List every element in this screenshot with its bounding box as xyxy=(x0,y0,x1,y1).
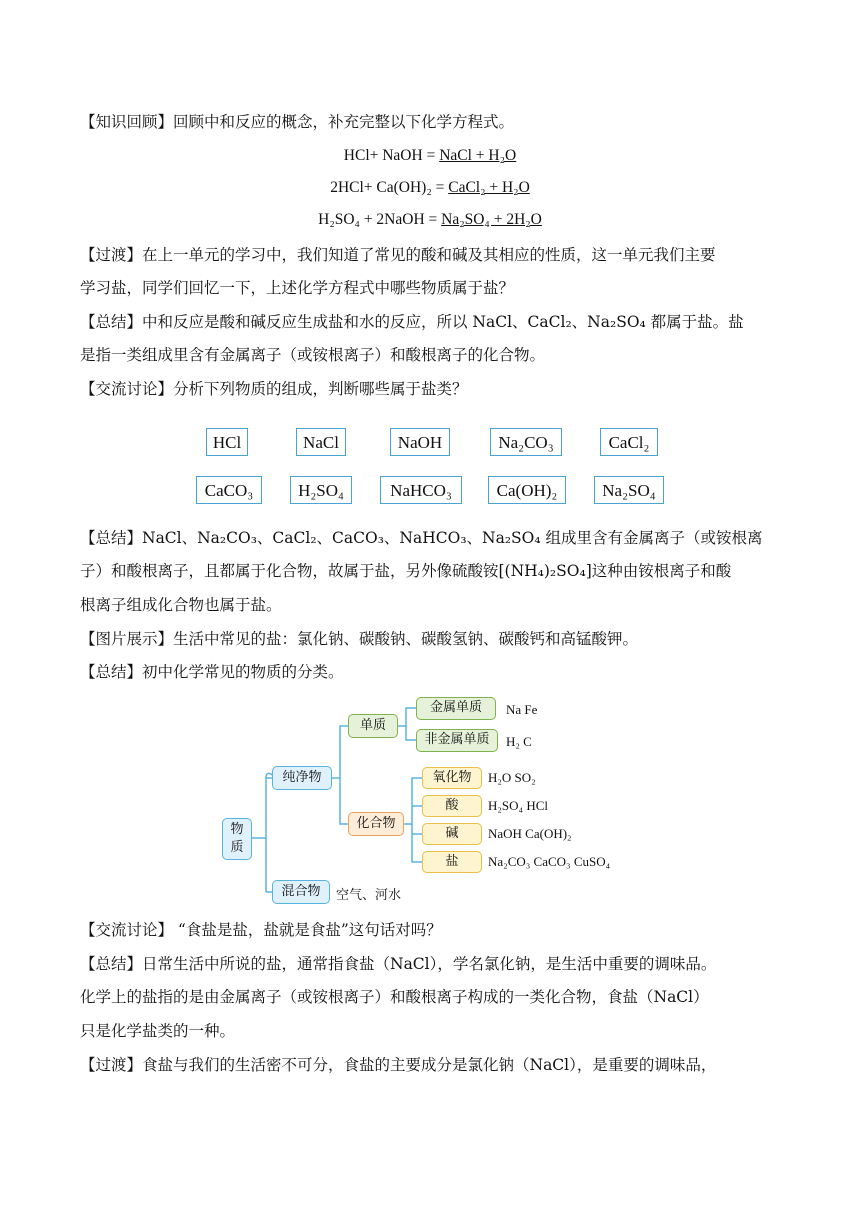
node-compound: 化合物 xyxy=(348,812,404,836)
paragraph-summary-2-line2: 子）和酸根离子，且都属于化合物，故属于盐，另外像硫酸铵[(NH₄)₂SO₄]这种由铵根离子和酸 xyxy=(80,562,732,580)
node-base: 碱 xyxy=(422,823,482,845)
node-label: 物 xyxy=(230,822,244,837)
formula-box: Na₂CO₃ xyxy=(490,428,562,456)
node-salt: 盐 xyxy=(422,851,482,873)
formula-box: NaOH xyxy=(390,428,450,456)
base-examples: NaOH Ca(OH)₂ xyxy=(488,826,572,841)
paragraph-text: 回顾中和反应的概念，补充完整以下化学方程式。 xyxy=(173,113,515,131)
equation-answer: Na₂SO₄ + 2H₂O xyxy=(441,211,542,228)
node-element: 单质 xyxy=(348,714,398,738)
oxide-examples: H₂O SO₂ xyxy=(488,770,536,785)
formula-box: NaHCO₃ xyxy=(380,476,462,504)
paragraph-picture-show: 【图片展示】生活中常见的盐：氯化钠、碳酸钠、碳酸氢钠、碳酸钙和高锰酸钾。 xyxy=(80,630,639,648)
node-mixture: 混合物 xyxy=(272,880,330,904)
paragraph-transition-1-line2: 学习盐，同学们回忆一下，上述化学方程式中哪些物质属于盐？ xyxy=(80,279,515,297)
paragraph-transition-1-line1: 【过渡】在上一单元的学习中，我们知道了常见的酸和碱及其相应的性质，这一单元我们主要 xyxy=(80,246,716,264)
formula-box: HCl xyxy=(206,428,248,456)
acid-examples: H₂SO₄ HCl xyxy=(488,798,548,813)
mixture-examples: 空气、河水 xyxy=(336,888,402,903)
formula-box: NaCl xyxy=(296,428,346,456)
formula-box: CaCl₂ xyxy=(600,428,658,456)
equation-answer: NaCl + H₂O xyxy=(439,147,517,164)
paragraph-discussion-1: 【交流讨论】分析下列物质的组成，判断哪些属于盐类？ xyxy=(80,380,468,398)
paragraph-summary-4-line3: 只是化学盐类的一种。 xyxy=(80,1022,236,1040)
node-label: 质 xyxy=(230,840,244,855)
equation-left: H₂SO₄ + 2NaOH = xyxy=(318,211,442,228)
nonmetal-examples: H₂ C xyxy=(506,734,532,749)
paragraph-transition-2: 【过渡】食盐与我们的生活密不可分，食盐的主要成分是氯化钠（NaCl），是重要的调味品， xyxy=(80,1056,717,1074)
paragraph-summary-1-line1: 【总结】中和反应是酸和碱反应生成盐和水的反应，所以 NaCl、CaCl₂、Na₂SO₄ 都属于盐。盐 xyxy=(80,313,744,331)
salt-examples: Na₂CO₃ CaCO₃ CuSO₄ xyxy=(488,854,611,869)
formula-box: Ca(OH)₂ xyxy=(488,476,566,504)
node-pure-substance: 纯净物 xyxy=(272,766,332,790)
node-oxide: 氧化物 xyxy=(422,767,482,789)
paragraph-summary-2-line1: 【总结】NaCl、Na₂CO₃、CaCl₂、CaCO₃、NaHCO₃、Na₂SO₄ 组成里含有金属离子（或铵根离 xyxy=(80,529,763,547)
equation-answer: CaCl₂ + H₂O xyxy=(448,179,530,196)
paragraph-summary-1-line2: 是指一类组成里含有金属离子（或铵根离子）和酸根离子的化合物。 xyxy=(80,346,546,364)
formula-box: H₂SO₄ xyxy=(290,476,352,504)
paragraph-summary-2-line3: 根离子组成化合物也属于盐。 xyxy=(80,596,282,614)
tag-label: 【知识回顾】 xyxy=(80,113,174,131)
formula-box: Na₂SO₄ xyxy=(594,476,664,504)
metal-examples: Na Fe xyxy=(506,702,538,717)
formula-box: CaCO₃ xyxy=(196,476,262,504)
paragraph-summary-3: 【总结】初中化学常见的物质的分类。 xyxy=(80,663,344,681)
node-matter xyxy=(222,818,252,860)
paragraph-discussion-2: 【交流讨论】 “食盐是盐，盐就是食盐”这句话对吗？ xyxy=(80,921,442,939)
equation-left: HCl+ NaOH = xyxy=(343,147,440,164)
node-metal-element: 金属单质 xyxy=(416,697,496,720)
node-acid: 酸 xyxy=(422,795,482,817)
paragraph-summary-4-line2: 化学上的盐指的是由金属离子（或铵根离子）和酸根离子构成的一类化合物，食盐（NaCl） xyxy=(80,988,709,1006)
equation-left: 2HCl+ Ca(OH)₂ = xyxy=(330,179,449,196)
paragraph-summary-4-line1: 【总结】日常生活中所说的盐，通常指食盐（NaCl），学名氯化钠，是生活中重要的调味品。 xyxy=(80,955,717,973)
node-nonmetal-element: 非金属单质 xyxy=(416,729,498,752)
